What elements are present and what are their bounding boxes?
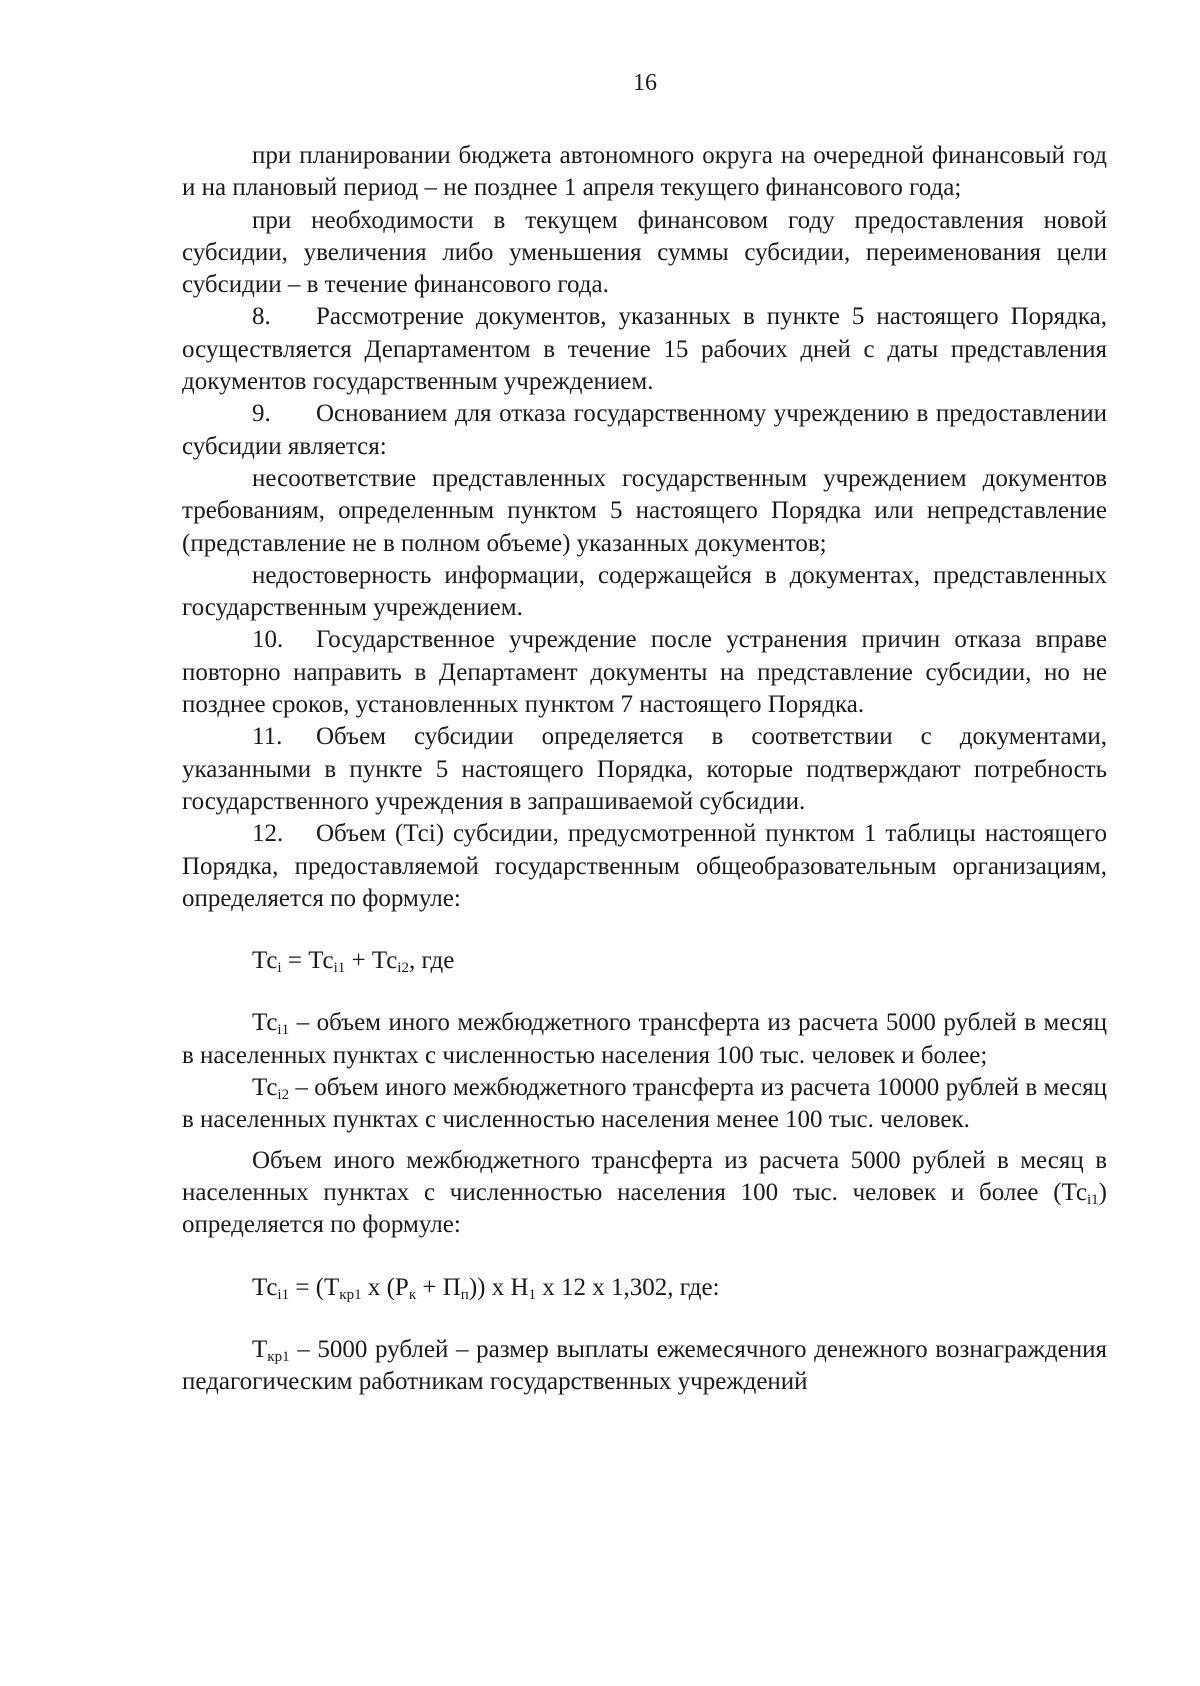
paragraph-11 — [182, 721, 1107, 818]
paragraph-8-text: Рассмотрение документов, указанных в пункте 5 настоящего Порядка, осуществляется Департаментом в течение 15 рабочих дней с даты представления документов государственным учреждением. — [182, 303, 1107, 396]
document-body — [182, 140, 1107, 1398]
formula-tci — [182, 945, 1107, 977]
paragraph-volume-text-after: ) определяется по формуле: — [182, 1178, 1107, 1239]
paragraph-necessity: при необходимости в текущем финансовом году предоставления новой субсидии, увеличения либо уменьшения суммы субсидии, переименования цели субсидии – в течение финансового года. — [182, 206, 1107, 299]
formula-tci1-f: х 12 х 1,302, где: — [536, 1273, 720, 1301]
definition-tci1 — [182, 1007, 1107, 1072]
paragraph-12-number: 12. — [252, 820, 284, 848]
formula-tci1-e-sub: 1 — [528, 1286, 537, 1303]
formula-tci1-c: х (Р — [361, 1273, 409, 1301]
formula-tci1-b-sub: кр1 — [339, 1286, 362, 1303]
paragraph-8 — [182, 301, 1107, 398]
formula-tci-tail: , где — [408, 947, 455, 975]
paragraph-10 — [182, 624, 1107, 721]
paragraph-12-text: Объем (Тсi) субсидии, предусмотренной пунктом 1 таблицы настоящего Порядка, предоставляемой государственным общеобразовательным организациям, определяется по формуле: — [182, 820, 1107, 912]
formula-tci-term2: + Тс — [345, 947, 398, 975]
paragraph-volume-text-before: Объем иного межбюджетного трансферта из расчета 5000 рублей в месяц в населенных пунктах с численностью населения 100 тыс. человек и более (Тс — [182, 1146, 1107, 1206]
formula-tci1-a: Тс — [252, 1273, 278, 1301]
definition-tci1-sub: i1 — [277, 1022, 290, 1039]
paragraph-12 — [182, 818, 1107, 915]
paragraph-planning: при планировании бюджета автономного округа на очередной финансовый год и на плановый период – не позднее 1 апреля текущего финансового года; — [182, 142, 1107, 202]
formula-tci-term1-sub: i1 — [333, 960, 346, 977]
definition-tkr1-text: – 5000 рублей – размер выплаты ежемесячного денежного вознаграждения педагогическим работникам государственных учреждений — [182, 1335, 1107, 1396]
formula-tci1-d-sub: п — [460, 1286, 469, 1303]
definition-tkr1-sub: кр1 — [267, 1348, 290, 1365]
formula-tci-lhs-sub: i — [277, 960, 282, 977]
definition-tci2-symbol: Тс — [252, 1074, 278, 1102]
paragraph-9-item-unreliable: недостоверность информации, содержащейся в документах, представленных государственным учреждением. — [182, 561, 1107, 622]
definition-tci1-symbol: Тс — [252, 1009, 278, 1037]
paragraph-volume-5000 — [182, 1145, 1107, 1242]
paragraph-9-number: 9. — [252, 400, 271, 428]
paragraph-9 — [182, 398, 1107, 463]
paragraph-10-text: Государственное учреждение после устранения причин отказа вправе повторно направить в Департамент документы на представление субсидии, но не позднее сроков, установленных пунктом 7 настоящего Порядка. — [182, 626, 1107, 719]
paragraph-11-number: 11. — [252, 723, 283, 751]
formula-tci1-b: = (Т — [289, 1273, 340, 1301]
paragraph-9-item-mismatch: несоответствие представленных государственным учреждением документов требованиям, определенным пунктом 5 настоящего Порядка или непредставление (представление не в полном объеме) указанных документов; — [182, 464, 1107, 557]
definition-tkr1-symbol: Т — [252, 1335, 268, 1363]
paragraph-9-text: Основанием для отказа государственному учреждению в предоставлении субсидии является: — [182, 400, 1107, 460]
definition-tkr1 — [182, 1334, 1107, 1399]
formula-tci-term1: = Тс — [281, 947, 334, 975]
definition-tci1-text: – объем иного межбюджетного трансферта из расчета 5000 рублей в месяц в населенных пунктах с численностью населения 100 тыс. человек и более; — [182, 1009, 1107, 1069]
paragraph-10-number: 10. — [252, 626, 284, 654]
formula-tci-term2-sub: i2 — [397, 960, 409, 977]
formula-tci1-d: + П — [416, 1273, 461, 1301]
formula-tci1-a-sub: i1 — [277, 1286, 290, 1303]
definition-tci2 — [182, 1072, 1107, 1137]
definition-tci2-sub: i2 — [277, 1087, 290, 1104]
paragraph-11-text: Объем субсидии определяется в соответствии с документами, указанными в пункте 5 настоящего Порядка, которые подтверждают потребность государственного учреждения в запрашиваемой субсидии. — [182, 723, 1107, 815]
paragraph-volume-sub: i1 — [1087, 1191, 1099, 1208]
formula-tci1-c-sub: к — [408, 1286, 417, 1303]
formula-tci-lhs: Тс — [252, 947, 278, 975]
definition-tci2-text: – объем иного межбюджетного трансферта из расчета 10000 рублей в месяц в населенных пунктах с численностью населения менее 100 тыс. человек. — [182, 1074, 1107, 1134]
page-number: 16 — [633, 70, 657, 96]
paragraph-8-number: 8. — [252, 303, 271, 331]
formula-tci1-e: )) х Н — [468, 1273, 529, 1301]
formula-tci1 — [182, 1272, 1107, 1304]
